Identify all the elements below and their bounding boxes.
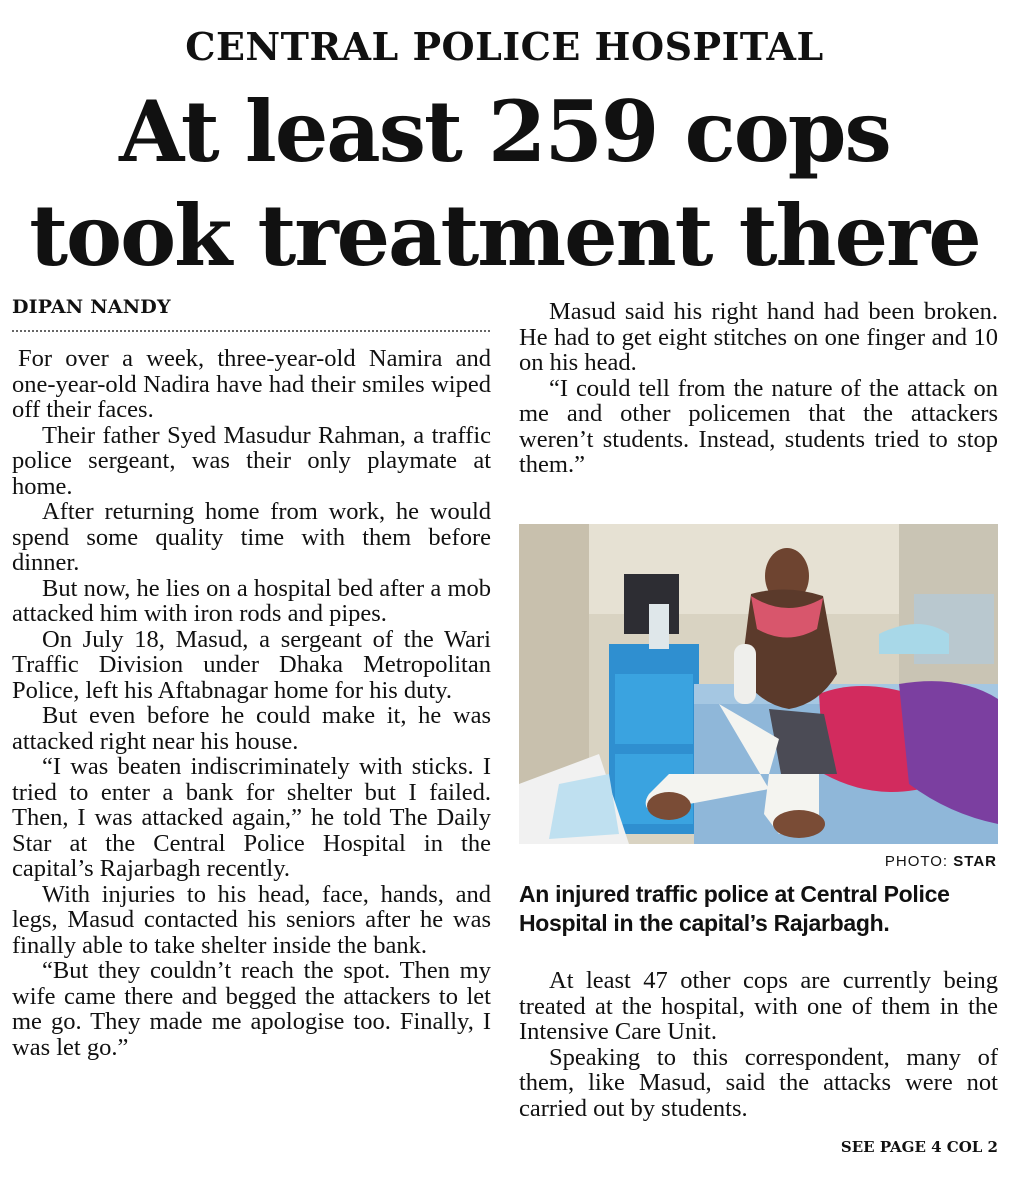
- news-photo: [519, 524, 998, 844]
- photo-caption: An injured traffic police at Central Police Hospital in the capital’s Rajarbagh.: [519, 881, 950, 936]
- photo-credit: [885, 853, 997, 870]
- photo-credit-source: STAR: [953, 853, 997, 870]
- headline-line-2: took treatment there: [29, 186, 980, 285]
- paragraph: “I could tell from the nature of the attack on me and other policemen that the attackers weren’t students. Instead, students tried to stop them.”: [519, 374, 998, 478]
- article-right-column-bottom: [519, 968, 998, 1121]
- paragraph: On July 18, Masud, a sergeant of the Wari Traffic Division under Dhaka Metropolitan Police, left his Aftabnagar home for his duty.: [12, 625, 491, 704]
- continued-on-line: SEE PAGE 4 COL 2: [840, 1138, 998, 1156]
- paragraph: But even before he could make it, he was attacked right near his house.: [12, 702, 491, 755]
- paragraph: Their father Syed Masudur Rahman, a traffic police sergeant, was their only playmate at home.: [12, 421, 491, 500]
- photo-credit-prefix: PHOTO:: [884, 853, 954, 870]
- paragraph: With injuries to his head, face, hands, and legs, Masud contacted his seniors after he was finally able to take shelter inside the bank.: [12, 880, 491, 959]
- paragraph: Masud said his right hand had been broken. He had to get eight stitches on one finger and 10 on his head.: [519, 298, 998, 376]
- paragraph: But now, he lies on a hospital bed after a mob attacked him with iron rods and pipes.: [12, 574, 491, 627]
- paragraph: For over a week, three-year-old Namira and one-year-old Nadira have had their smiles wiped off their faces.: [12, 345, 491, 423]
- byline: DIPAN NANDY: [12, 296, 171, 318]
- paragraph: “I was beaten indiscriminately with sticks. I tried to enter a bank for shelter but I failed. Then, I was attacked again,” he told The Daily Star at the Central Police Hospital in the capital’s Rajarbagh recently.: [12, 753, 491, 882]
- paragraph: At least 47 other cops are currently being treated at the hospital, with one of them in the Intensive Care Unit.: [519, 967, 998, 1045]
- article-left-column: [12, 346, 491, 1060]
- paragraph: Speaking to this correspondent, many of them, like Masud, said the attacks were not carried out by students.: [519, 1043, 998, 1122]
- byline-divider: [12, 330, 490, 332]
- headline-line-1: At least 259 cops: [119, 82, 890, 181]
- paragraph: After returning home from work, he would spend some quality time with them before dinner.: [12, 498, 491, 576]
- headline: [0, 80, 1009, 288]
- paragraph: “But they couldn’t reach the spot. Then my wife came there and begged the attackers to let me go. They made me apologise too. Finally, I was let go.”: [12, 957, 491, 1061]
- kicker: CENTRAL POLICE HOSPITAL: [185, 24, 824, 69]
- hospital-bed-illustration: [519, 524, 998, 844]
- article-right-column-top: [519, 299, 998, 478]
